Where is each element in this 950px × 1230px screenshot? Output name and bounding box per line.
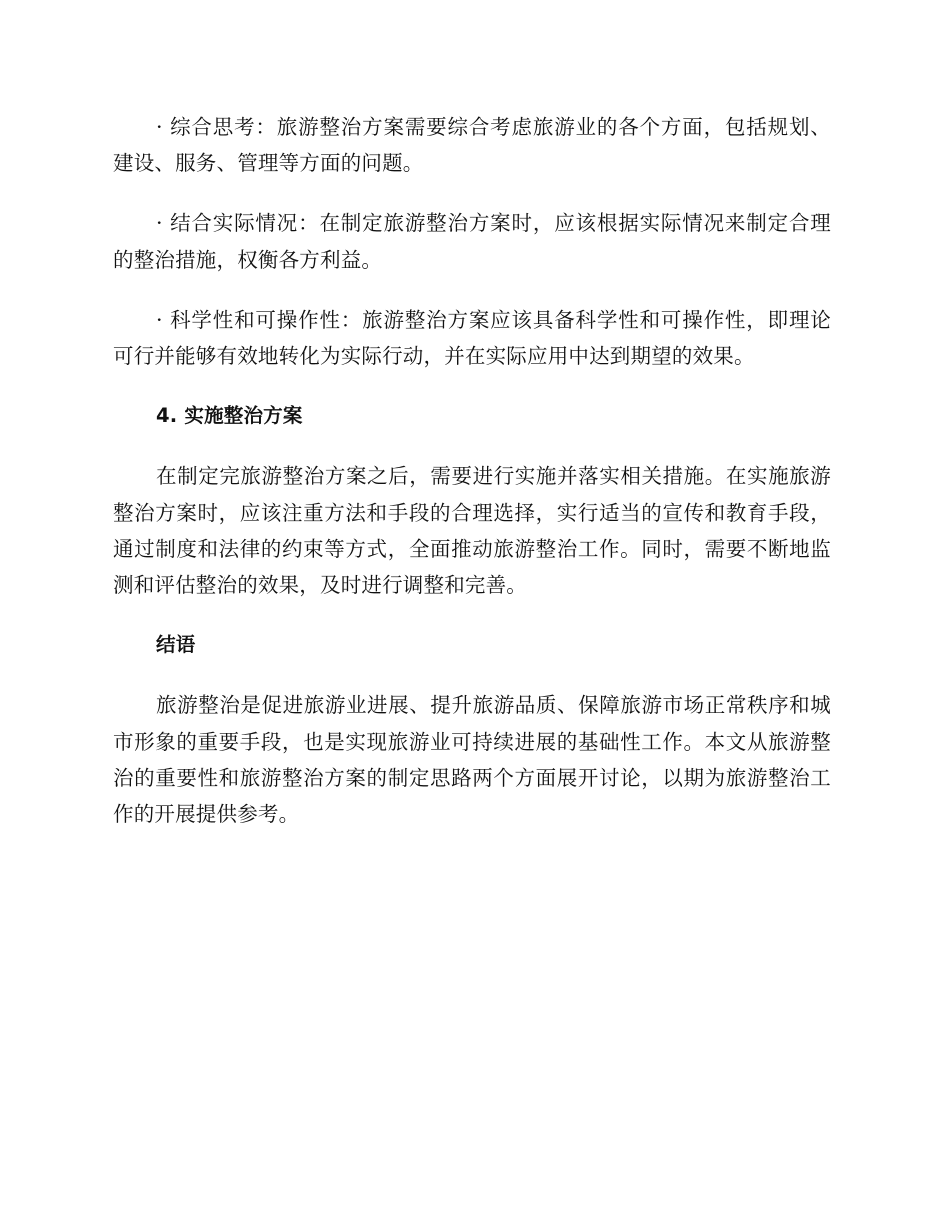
bullet-comprehensive-thinking: · 综合思考：旅游整治方案需要综合考虑旅游业的各个方面，包括规划、建设、服务、管理等方面的问题。 xyxy=(113,115,831,176)
conclusion-paragraph: 旅游整治是促进旅游业进展、提升旅游品质、保障旅游市场正常秩序和城市形象的重要手段，也是实现旅游业可持续进展的基础性工作。本文从旅游整治的重要性和旅游整治方案的制定思路两个方面展开讨论，以期为旅游整治工作的开展提供参考。 xyxy=(113,693,831,827)
document-body xyxy=(113,109,831,856)
conclusion-heading: 结语 xyxy=(156,633,196,657)
bullet-actual-situation: · 结合实际情况：在制定旅游整治方案时，应该根据实际情况来制定合理的整治措施，权衡各方利益。 xyxy=(113,211,831,272)
section-4-heading: 4. 实施整治方案 xyxy=(156,404,303,428)
bullet-scientific-operability: · 科学性和可操作性：旅游整治方案应该具备科学性和可操作性，即理论可行并能够有效地转化为实际行动，并在实际应用中达到期望的效果。 xyxy=(113,307,831,369)
section-4-paragraph: 在制定完旅游整治方案之后，需要进行实施并落实相关措施。在实施旅游整治方案时，应该注重方法和手段的合理选择，实行适当的宣传和教育手段，通过制度和法律的约束等方式，全面推动旅游整治工作。同时，需要不断地监测和评估整治的效果，及时进行调整和完善。 xyxy=(113,464,831,598)
